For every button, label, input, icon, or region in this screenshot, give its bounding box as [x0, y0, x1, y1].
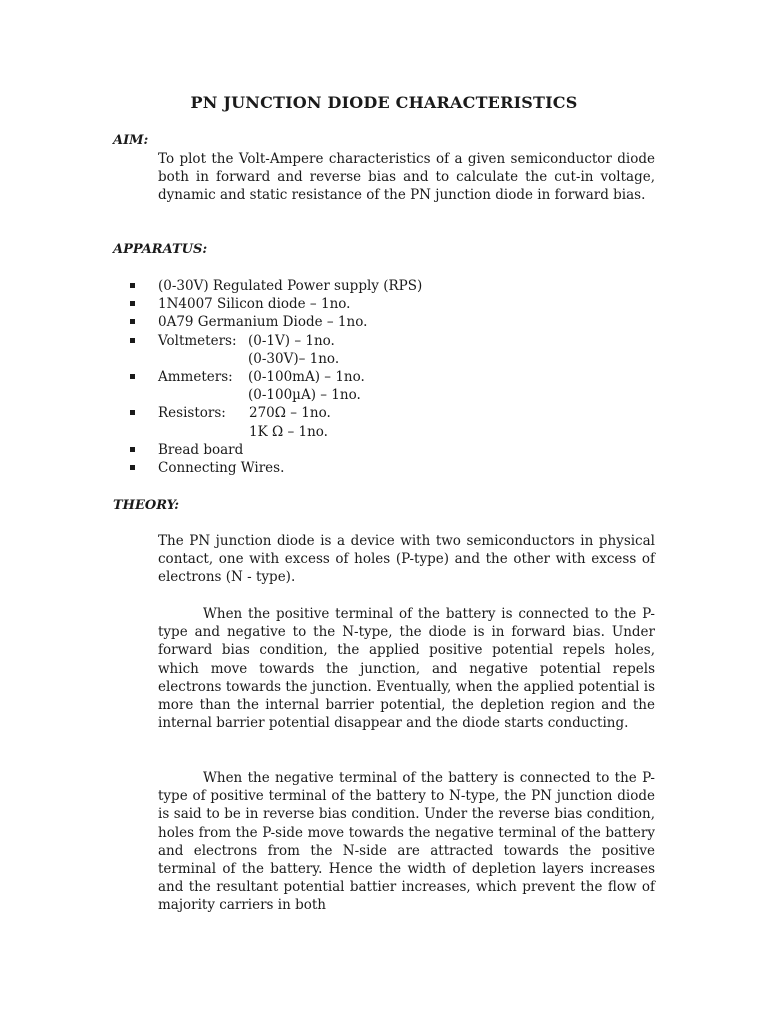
bullet-icon [130, 410, 135, 415]
bullet-icon [130, 374, 135, 379]
list-item-text: Connecting Wires. [158, 459, 285, 476]
voltmeters-label: Voltmeters: [158, 332, 237, 349]
bullet-icon [130, 319, 135, 324]
theory-paragraph: When the negative terminal of the battery is connected to the P- type of positive terminal of the battery to N-type, the PN junction diode is said to be in reverse bias condition. Under the reverse bias condition, holes from the P-side move towards the negative terminal of the battery and electrons from the N-side are attracted towards the positive terminal of the battery. Hence the width of depletion layers increases and the resultant potential battier increases, which prevent the flow of majority carriers in both [158, 770, 655, 914]
aim-text: To plot the Volt-Ampere characteristics of a given semiconductor diode both in forward and reverse bias and to calculate the cut-in voltage, dynamic and static resistance of the PN junction diode in forward bias. [158, 151, 655, 204]
resistors-value: 1K Ω – 1no. [249, 423, 328, 440]
voltmeters-value: (0-1V) – 1no. [248, 332, 335, 349]
bullet-icon [130, 301, 135, 306]
resistors-label: Resistors: [158, 405, 226, 422]
bullet-icon [130, 447, 135, 452]
ammeters-value: (0-100mA) – 1no. [248, 368, 365, 385]
list-item-text: (0-30V) Regulated Power supply (RPS) [158, 278, 423, 294]
page-title: PN JUNCTION DIODE CHARACTERISTICS [190, 93, 578, 112]
theory-heading: THEORY: [113, 498, 180, 513]
theory-paragraph: The PN junction diode is a device with two semiconductors in physical contact, one with excess of holes (P-type) and the other with excess of electrons (N - type). [158, 533, 655, 586]
resistors-value: 270Ω – 1no. [249, 405, 331, 422]
list-item-text: 0A79 Germanium Diode – 1no. [158, 314, 368, 331]
aim-heading: AIM: [113, 133, 149, 148]
bullet-icon [130, 338, 135, 343]
ammeters-value: (0-100µA) – 1no. [248, 387, 361, 404]
ammeters-label: Ammeters: [158, 368, 233, 385]
bullet-icon [130, 465, 135, 470]
list-item-text: 1N4007 Silicon diode – 1no. [158, 296, 351, 313]
theory-paragraph: When the positive terminal of the battery is connected to the P-type and negative to the N-type, the diode is in forward bias. Under forward bias condition, the applied positive potential repels holes, which move towards the junction, and negative potential repels electrons towards the junction. Eventually, when the applied potential is more than the internal barrier potential, the depletion region and the internal barrier potential disappear and the diode starts conducting. [158, 606, 655, 732]
voltmeters-value: (0-30V)– 1no. [248, 350, 340, 367]
apparatus-heading: APPARATUS: [113, 242, 208, 257]
bullet-icon [130, 283, 135, 288]
list-item-text: Bread board [158, 441, 244, 458]
